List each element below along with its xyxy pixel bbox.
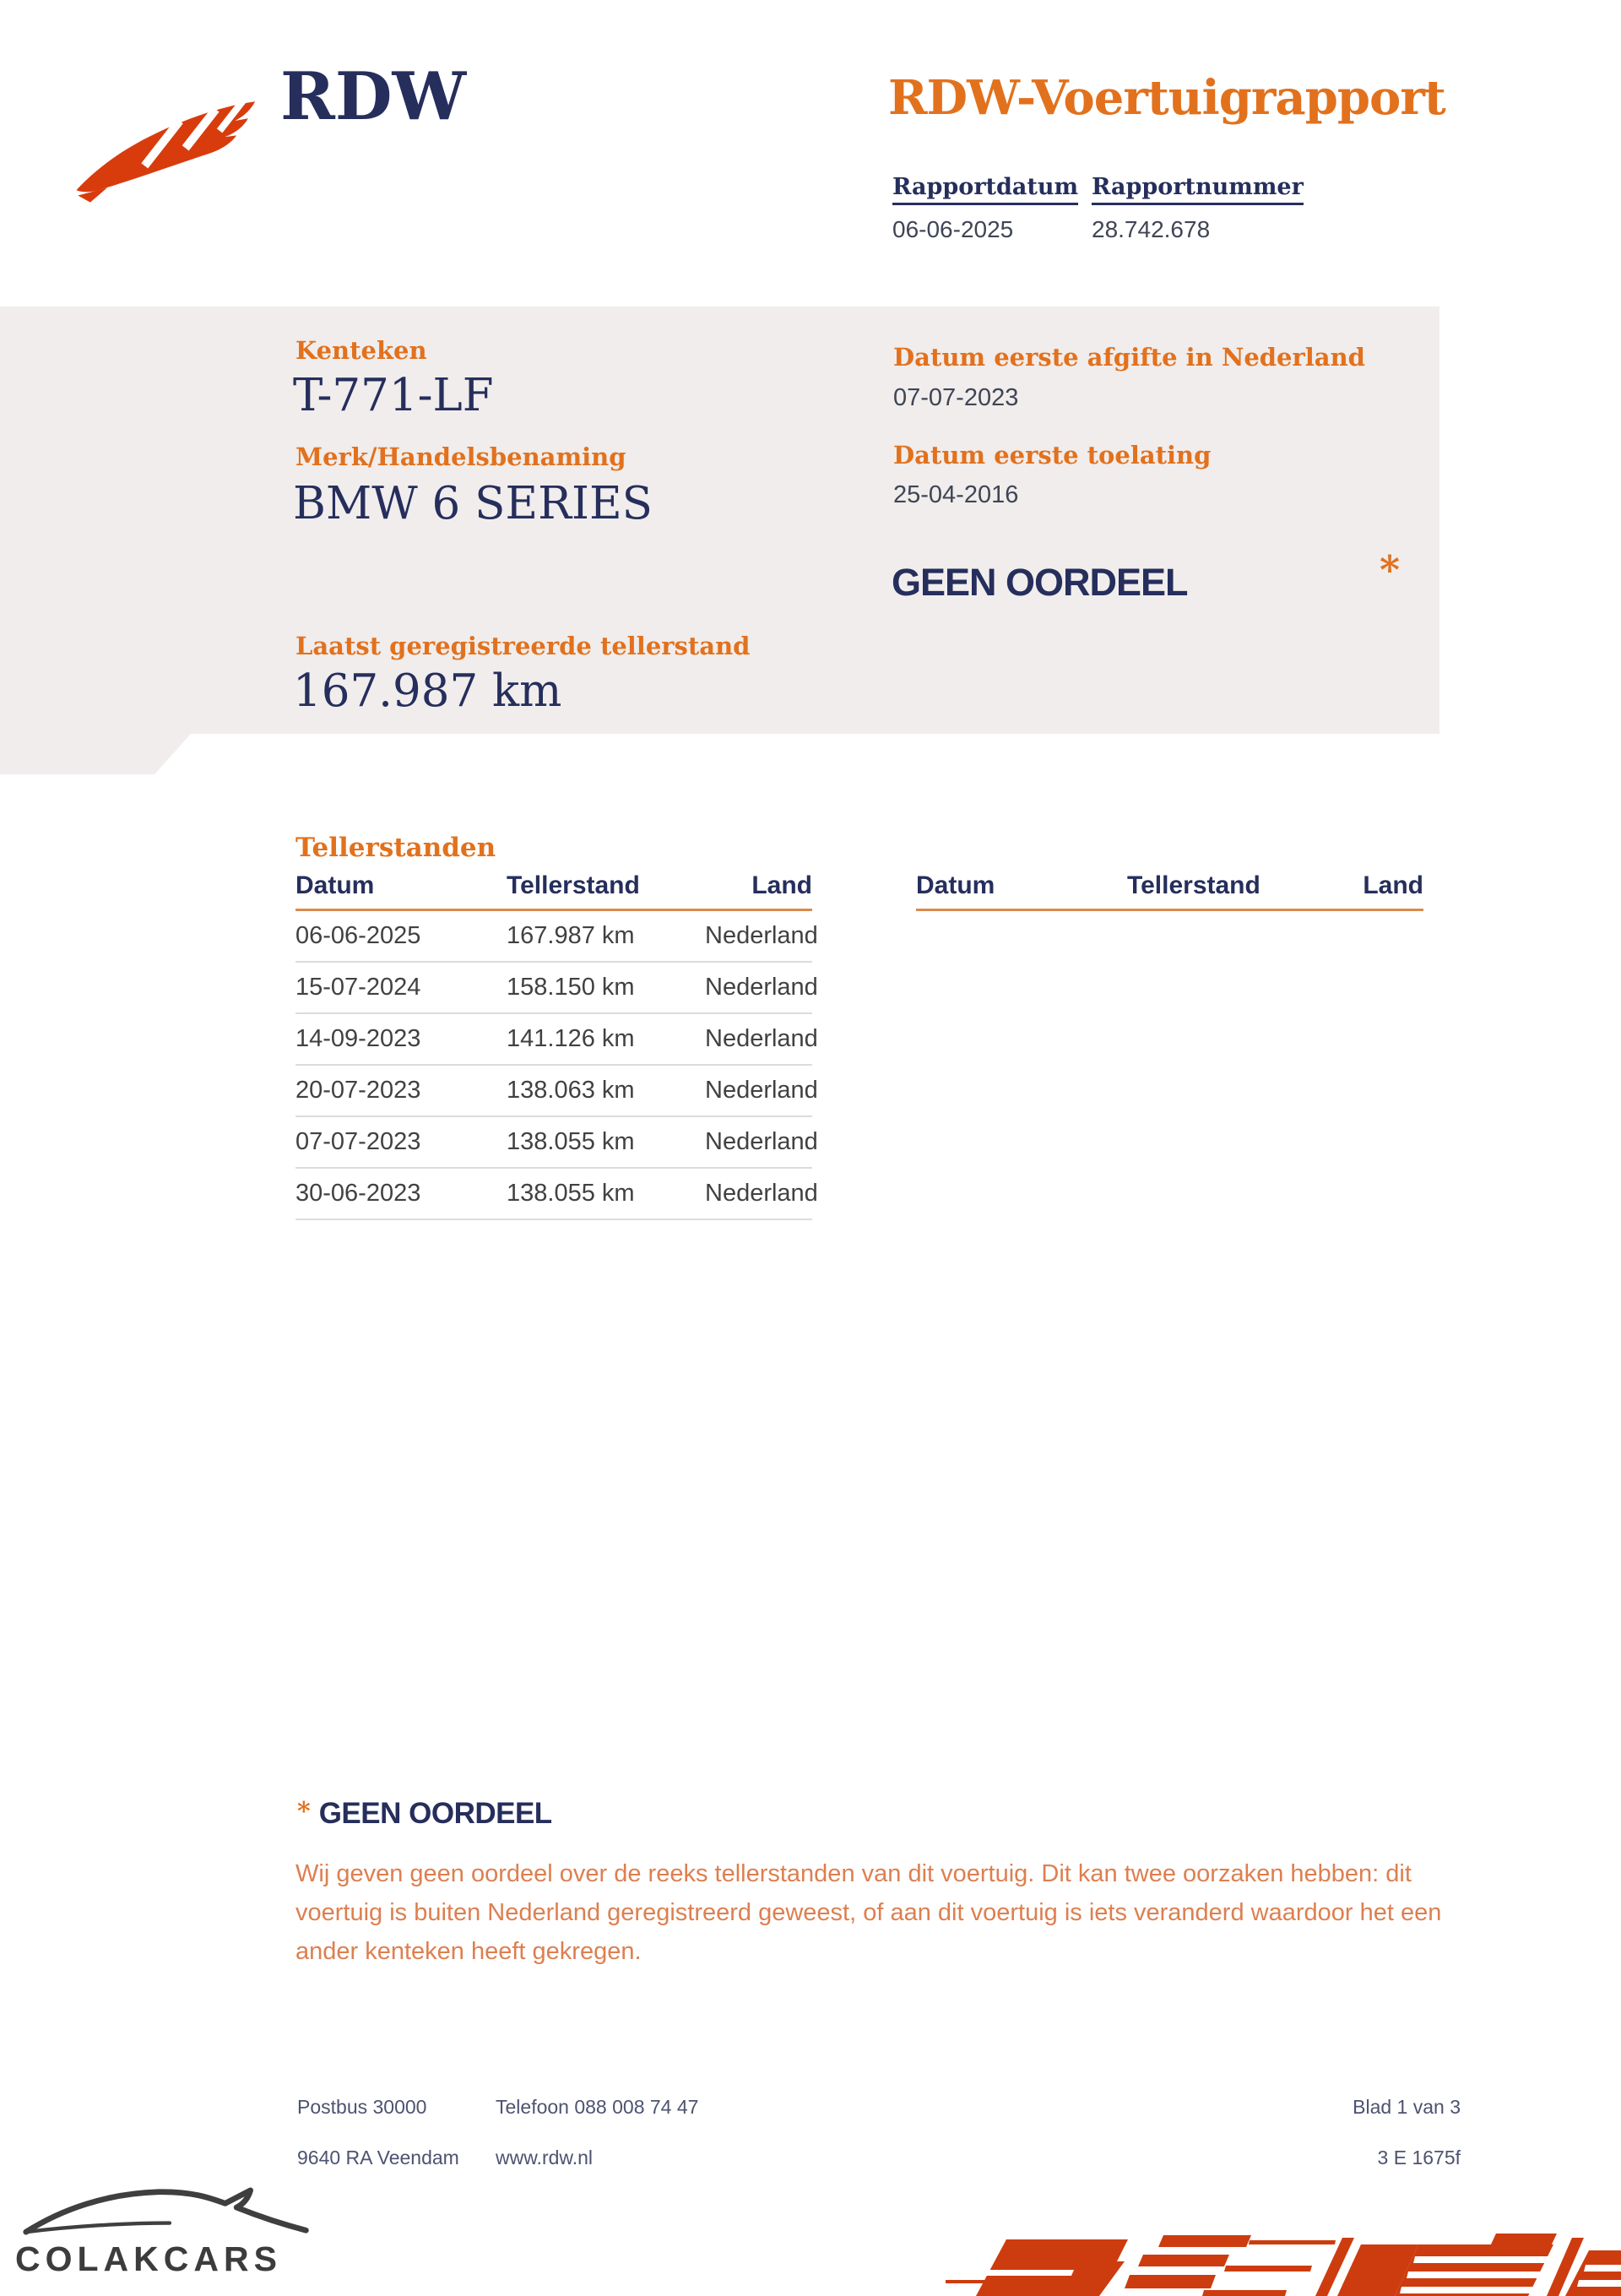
rdw-brand-text: RDW xyxy=(280,58,467,135)
footer-phone: Telefoon 088 008 74 47 xyxy=(496,2096,699,2118)
cell-land: Nederland xyxy=(705,922,818,949)
verdict-section-body xyxy=(295,1854,1444,1971)
dealer-name: COLAKCARS xyxy=(15,2239,282,2278)
col-datum: Datum xyxy=(916,871,995,899)
tellerstanden-section-title: Tellerstanden xyxy=(295,833,496,863)
table-row xyxy=(295,1066,818,1117)
table-row xyxy=(295,963,818,1014)
cell-land: Nederland xyxy=(705,1077,818,1104)
verdict-section-title: GEEN OORDEEL xyxy=(318,1797,552,1830)
kenteken-label: Kenteken xyxy=(295,336,427,365)
col-land: Land xyxy=(1363,871,1423,899)
cell-datum: 30-06-2023 xyxy=(295,1180,421,1207)
cell-land: Nederland xyxy=(705,974,818,1001)
cell-land: Nederland xyxy=(705,1025,818,1052)
col-tellerstand: Tellerstand xyxy=(1127,871,1260,899)
table-row xyxy=(295,1169,818,1220)
table-row xyxy=(295,911,818,963)
table-row xyxy=(295,1117,818,1169)
cell-datum: 14-09-2023 xyxy=(295,1025,421,1052)
asterisk-mark: * xyxy=(297,1797,311,1826)
eerste-afgifte-value: 07-07-2023 xyxy=(893,384,1019,411)
cell-tellerstand: 138.055 km xyxy=(507,1128,635,1155)
report-number-block xyxy=(1092,174,1304,243)
laatste-tellerstand-value: 167.987 km xyxy=(293,665,562,717)
cell-tellerstand: 138.063 km xyxy=(507,1077,635,1104)
page-indicator: Blad 1 van 3 xyxy=(1353,2096,1461,2118)
rdw-feather-icon xyxy=(72,84,264,209)
body-line: Wij geven geen oordeel over de reeks tellerstanden van dit voertuig. Dit kan twee oorzaken hebben: dit xyxy=(295,1860,1412,1887)
col-tellerstand: Tellerstand xyxy=(507,871,640,899)
cell-land: Nederland xyxy=(705,1128,818,1155)
document-title: RDW-Voertuigrapport xyxy=(888,70,1445,126)
verdict-section-heading xyxy=(297,1797,552,1831)
cell-datum: 07-07-2023 xyxy=(295,1128,421,1155)
laatste-tellerstand-label: Laatst geregistreerde tellerstand xyxy=(295,632,751,660)
asterisk-mark: * xyxy=(1380,547,1401,593)
report-number-value: 28.742.678 xyxy=(1092,216,1211,242)
cell-datum: 06-06-2025 xyxy=(295,922,421,949)
form-code: 3 E 1675f xyxy=(1377,2147,1461,2168)
cell-land: Nederland xyxy=(705,1180,818,1207)
table-header-row xyxy=(295,871,812,911)
cell-tellerstand: 138.055 km xyxy=(507,1180,635,1207)
cell-tellerstand: 167.987 km xyxy=(507,922,635,949)
body-line: ander kenteken heeft gekregen. xyxy=(295,1938,642,1965)
tellerstanden-table-empty xyxy=(916,871,1423,911)
col-datum: Datum xyxy=(295,871,375,899)
car-silhouette-icon xyxy=(21,2179,315,2244)
report-number-label: Rapportnummer xyxy=(1092,174,1304,205)
eerste-toelating-value: 25-04-2016 xyxy=(893,481,1019,508)
summary-box-corner-tab xyxy=(0,734,191,774)
cell-datum: 20-07-2023 xyxy=(295,1077,421,1104)
report-date-label: Rapportdatum xyxy=(892,174,1078,205)
body-line: voertuig is buiten Nederland geregistreerd geweest, of aan dit voertuig is iets veranderd waardoor het een xyxy=(295,1899,1442,1926)
merk-label: Merk/Handelsbenaming xyxy=(295,442,626,471)
kenteken-value: T-771-LF xyxy=(293,370,494,421)
footer-address-line1: Postbus 30000 xyxy=(297,2096,427,2118)
eerste-afgifte-label: Datum eerste afgifte in Nederland xyxy=(893,343,1365,372)
eerste-toelating-label: Datum eerste toelating xyxy=(893,441,1212,470)
footer-address-line2: 9640 RA Veendam xyxy=(297,2147,459,2168)
tellerstanden-table xyxy=(295,871,818,1220)
merk-value: BMW 6 SERIES xyxy=(293,478,653,529)
cell-tellerstand: 158.150 km xyxy=(507,974,635,1001)
verdict-text: GEEN OORDEEL xyxy=(892,561,1188,604)
table-header-row xyxy=(916,871,1423,911)
cell-datum: 15-07-2024 xyxy=(295,974,421,1001)
footer-website: www.rdw.nl xyxy=(496,2147,594,2168)
speed-stripes-graphic xyxy=(946,2212,1621,2296)
report-date-block xyxy=(892,174,1078,243)
col-land: Land xyxy=(751,871,812,899)
cell-tellerstand: 141.126 km xyxy=(507,1025,635,1052)
table-row xyxy=(295,1014,818,1066)
report-date-value: 06-06-2025 xyxy=(892,216,1014,242)
